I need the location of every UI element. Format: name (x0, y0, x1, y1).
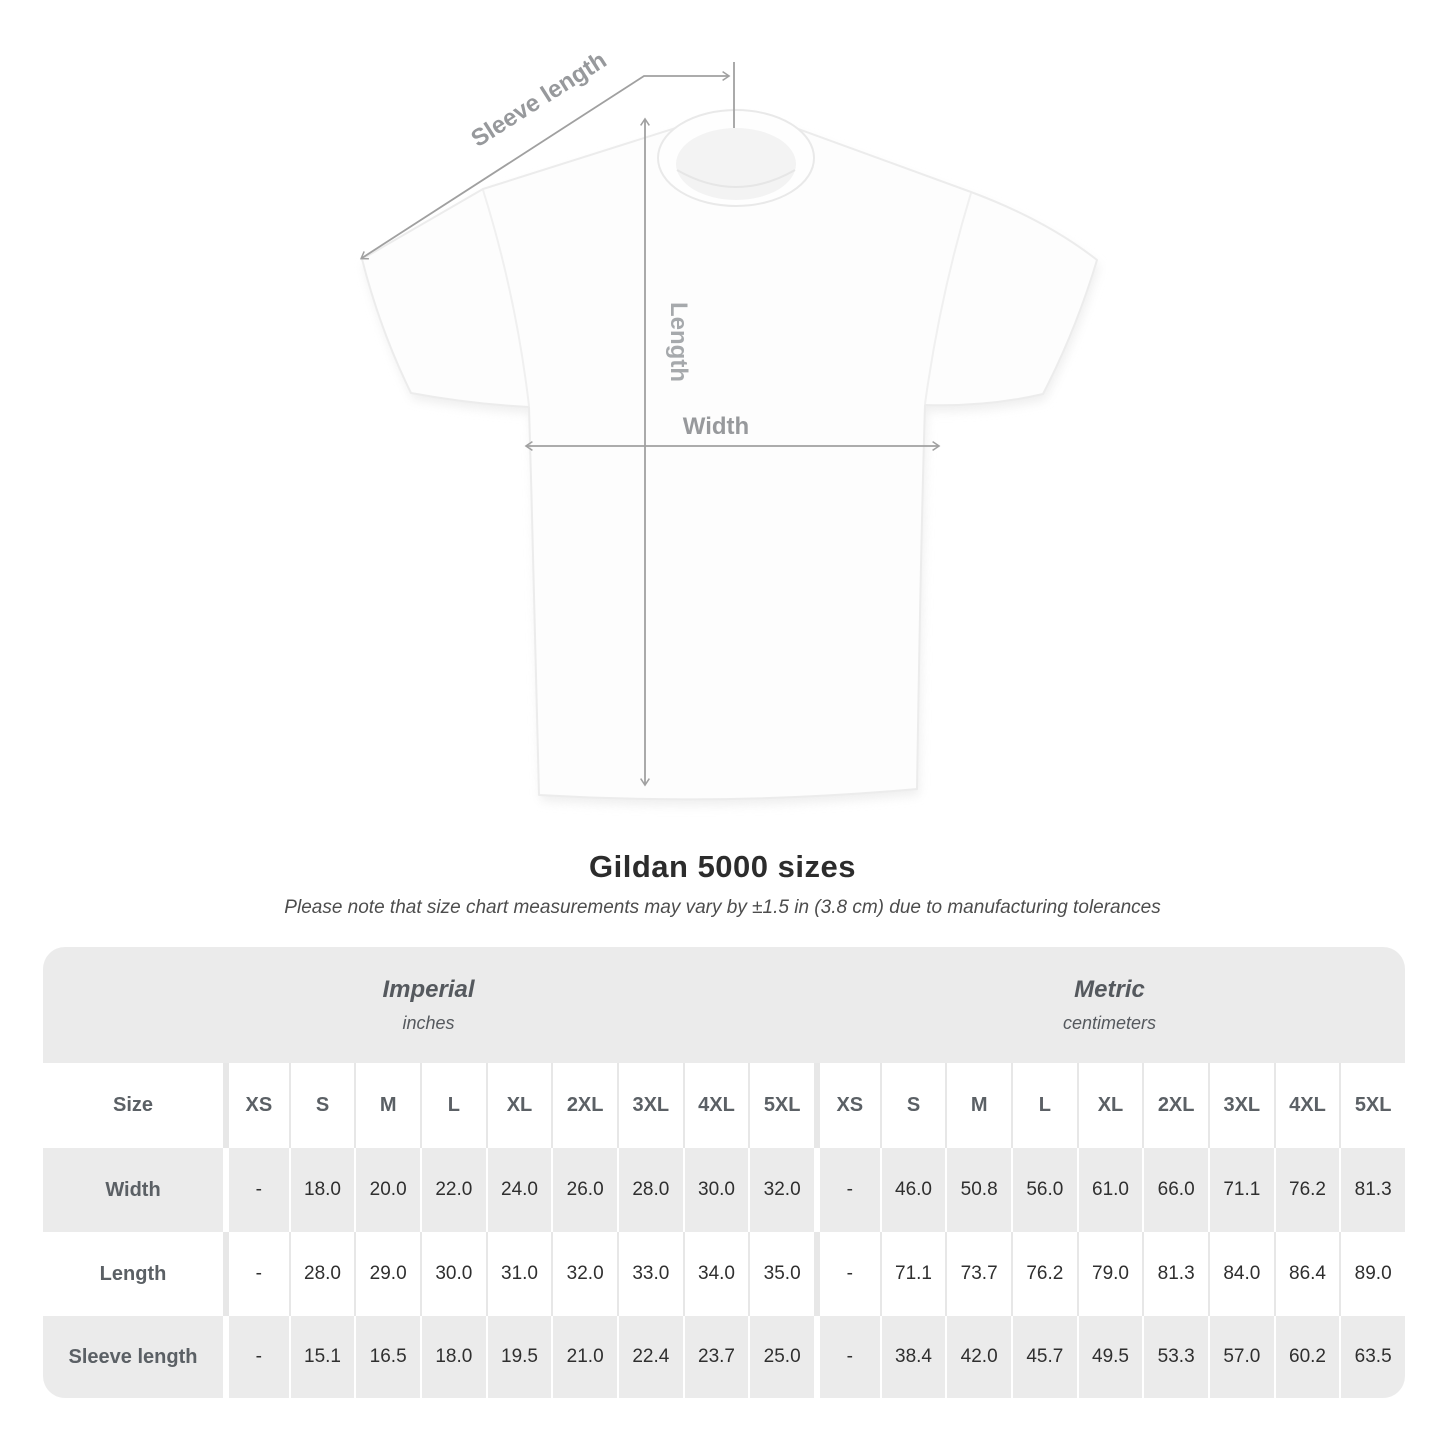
cell-width-metric-4xl: 76.2 (1274, 1148, 1340, 1232)
cell-width-metric-m: 50.8 (945, 1148, 1011, 1232)
col-header-imperial-5xl: 5XL (748, 1063, 814, 1148)
cell-length-metric-5xl: 89.0 (1339, 1232, 1405, 1316)
length-label: Length (665, 302, 692, 382)
cell-width-imperial-2xl: 26.0 (551, 1148, 617, 1232)
cell-sleeve-length-imperial-4xl: 23.7 (683, 1316, 749, 1398)
col-header-imperial-l: L (420, 1063, 486, 1148)
col-header-imperial-4xl: 4XL (683, 1063, 749, 1148)
cell-width-metric-3xl: 71.1 (1208, 1148, 1274, 1232)
cell-length-metric-l: 76.2 (1011, 1232, 1077, 1316)
cell-length-metric-3xl: 84.0 (1208, 1232, 1274, 1316)
cell-length-metric-2xl: 81.3 (1142, 1232, 1208, 1316)
row-label-sleeve-length: Sleeve length (43, 1316, 223, 1398)
size-table (43, 947, 1405, 1398)
cell-sleeve-length-imperial-xs: - (223, 1316, 289, 1398)
cell-width-imperial-5xl: 32.0 (748, 1148, 814, 1232)
col-header-imperial-m: M (354, 1063, 420, 1148)
cell-sleeve-length-metric-xl: 49.5 (1077, 1316, 1143, 1398)
cell-sleeve-length-imperial-3xl: 22.4 (617, 1316, 683, 1398)
cell-length-imperial-3xl: 33.0 (617, 1232, 683, 1316)
col-header-metric-xl: XL (1077, 1063, 1143, 1148)
col-header-metric-m: M (945, 1063, 1011, 1148)
collar-opening (676, 128, 796, 200)
cell-sleeve-length-metric-4xl: 60.2 (1274, 1316, 1340, 1398)
cell-width-imperial-xl: 24.0 (486, 1148, 552, 1232)
cell-width-imperial-m: 20.0 (354, 1148, 420, 1232)
cell-length-imperial-l: 30.0 (420, 1232, 486, 1316)
tshirt-measurement-diagram (330, 40, 1120, 830)
cell-length-metric-s: 71.1 (880, 1232, 946, 1316)
cell-width-metric-5xl: 81.3 (1339, 1148, 1405, 1232)
cell-length-imperial-4xl: 34.0 (683, 1232, 749, 1316)
cell-width-imperial-s: 18.0 (289, 1148, 355, 1232)
imperial-section-header (43, 947, 814, 1063)
col-header-metric-xs: XS (814, 1063, 880, 1148)
cell-length-imperial-s: 28.0 (289, 1232, 355, 1316)
metric-section-unit: centimeters (1062, 1013, 1156, 1033)
cell-width-imperial-xs: - (223, 1148, 289, 1232)
imperial-section-title: Imperial (382, 976, 475, 1003)
cell-sleeve-length-metric-xs: - (814, 1316, 880, 1398)
cell-sleeve-length-imperial-xl: 19.5 (486, 1316, 552, 1398)
cell-width-imperial-4xl: 30.0 (683, 1148, 749, 1232)
page-title: Gildan 5000 sizes (589, 849, 856, 884)
cell-length-imperial-2xl: 32.0 (551, 1232, 617, 1316)
sleeve-length-label: Sleeve length (466, 46, 612, 153)
col-header-imperial-xs: XS (223, 1063, 289, 1148)
cell-length-metric-4xl: 86.4 (1274, 1232, 1340, 1316)
cell-width-metric-xl: 61.0 (1077, 1148, 1143, 1232)
cell-width-imperial-3xl: 28.0 (617, 1148, 683, 1232)
metric-section-title: Metric (1074, 976, 1145, 1003)
cell-length-metric-m: 73.7 (945, 1232, 1011, 1316)
col-header-imperial-s: S (289, 1063, 355, 1148)
col-header-metric-4xl: 4XL (1274, 1063, 1340, 1148)
cell-sleeve-length-imperial-m: 16.5 (354, 1316, 420, 1398)
col-header-imperial-xl: XL (486, 1063, 552, 1148)
tshirt-graphic (362, 110, 1099, 805)
cell-sleeve-length-metric-5xl: 63.5 (1339, 1316, 1405, 1398)
imperial-section-unit: inches (402, 1013, 455, 1033)
cell-length-metric-xs: - (814, 1232, 880, 1316)
cell-sleeve-length-metric-s: 38.4 (880, 1316, 946, 1398)
cell-width-metric-2xl: 66.0 (1142, 1148, 1208, 1232)
cell-sleeve-length-metric-2xl: 53.3 (1142, 1316, 1208, 1398)
cell-sleeve-length-imperial-l: 18.0 (420, 1316, 486, 1398)
tolerance-note: Please note that size chart measurements may vary by ±1.5 in (3.8 cm) due to manufacturing tolerances (284, 897, 1161, 918)
cell-width-imperial-l: 22.0 (420, 1148, 486, 1232)
cell-sleeve-length-metric-m: 42.0 (945, 1316, 1011, 1398)
cell-length-imperial-5xl: 35.0 (748, 1232, 814, 1316)
cell-sleeve-length-imperial-5xl: 25.0 (748, 1316, 814, 1398)
row-label-length: Length (43, 1232, 223, 1316)
cell-sleeve-length-imperial-s: 15.1 (289, 1316, 355, 1398)
cell-width-metric-s: 46.0 (880, 1148, 946, 1232)
cell-width-metric-l: 56.0 (1011, 1148, 1077, 1232)
size-column-header: Size (43, 1063, 223, 1148)
cell-sleeve-length-metric-l: 45.7 (1011, 1316, 1077, 1398)
col-header-imperial-2xl: 2XL (551, 1063, 617, 1148)
cell-width-metric-xs: - (814, 1148, 880, 1232)
col-header-metric-2xl: 2XL (1142, 1063, 1208, 1148)
cell-length-metric-xl: 79.0 (1077, 1232, 1143, 1316)
col-header-metric-l: L (1011, 1063, 1077, 1148)
col-header-metric-5xl: 5XL (1339, 1063, 1405, 1148)
cell-sleeve-length-metric-3xl: 57.0 (1208, 1316, 1274, 1398)
cell-length-imperial-xl: 31.0 (486, 1232, 552, 1316)
cell-length-imperial-xs: - (223, 1232, 289, 1316)
col-header-metric-3xl: 3XL (1208, 1063, 1274, 1148)
tshirt-body (362, 113, 1097, 799)
metric-section-header (814, 947, 1405, 1063)
cell-sleeve-length-imperial-2xl: 21.0 (551, 1316, 617, 1398)
width-label: Width (682, 413, 750, 440)
col-header-metric-s: S (880, 1063, 946, 1148)
cell-length-imperial-m: 29.0 (354, 1232, 420, 1316)
row-label-width: Width (43, 1148, 223, 1232)
col-header-imperial-3xl: 3XL (617, 1063, 683, 1148)
